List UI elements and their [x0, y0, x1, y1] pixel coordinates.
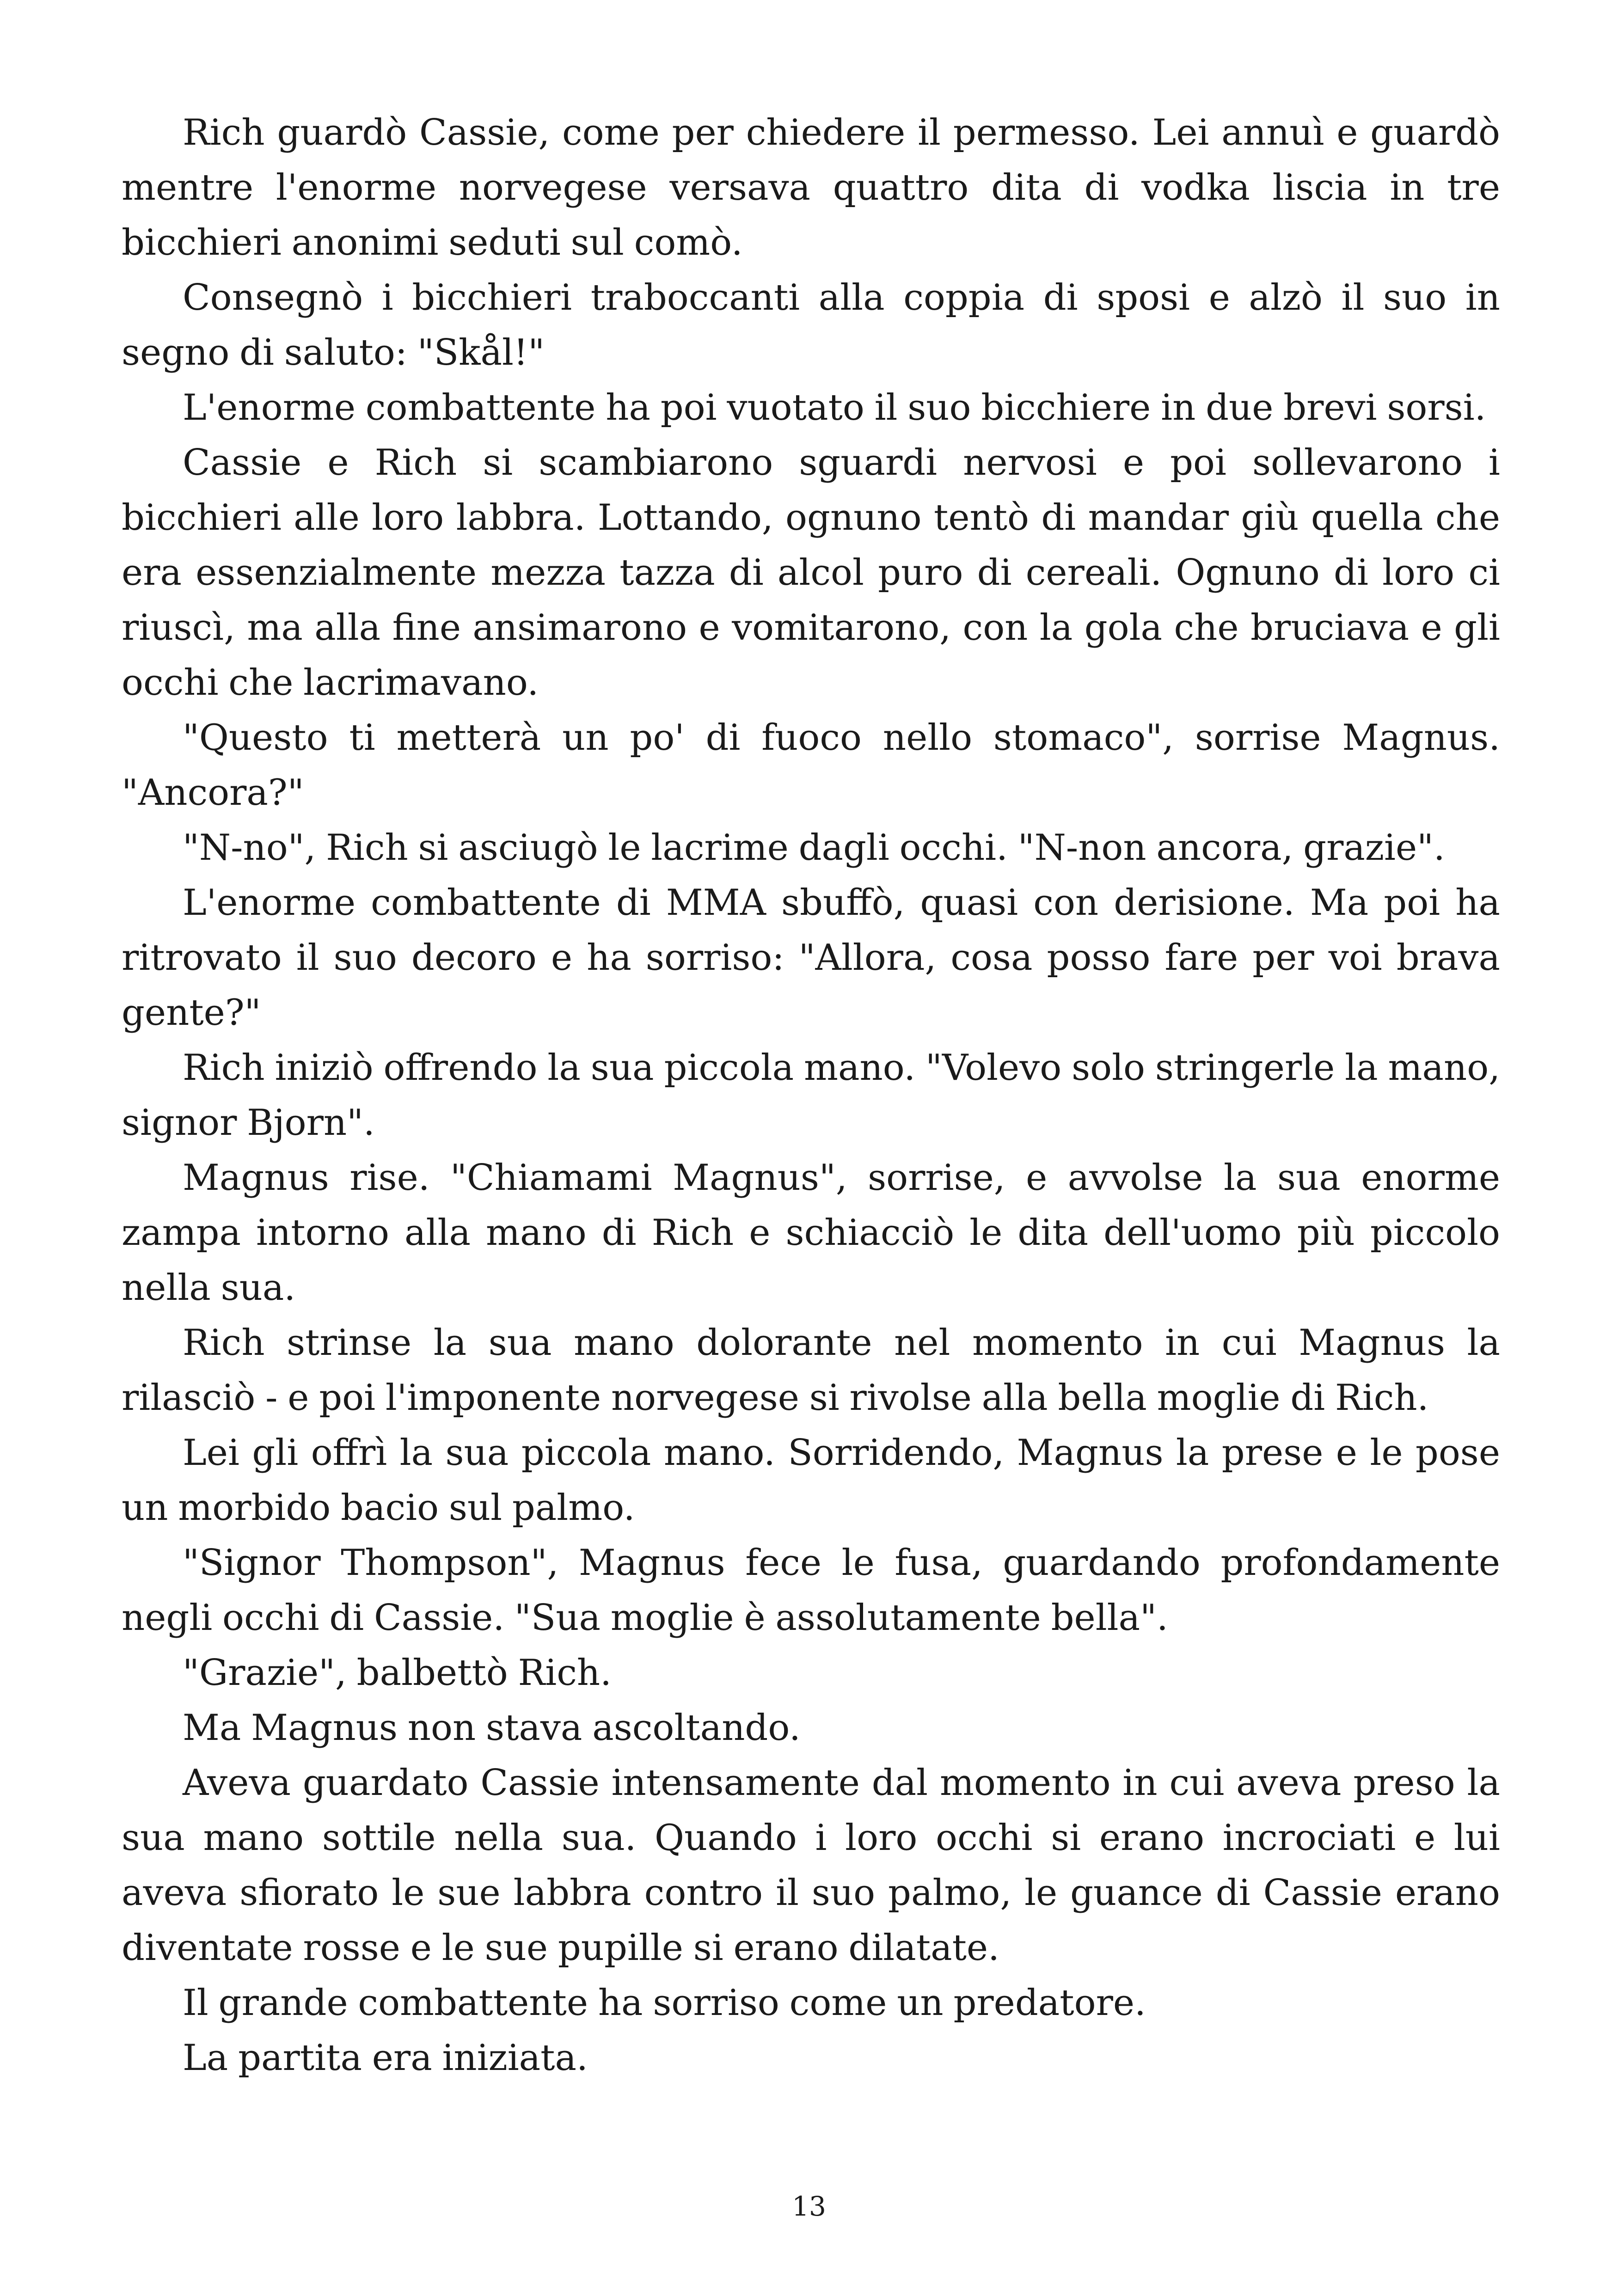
page-body	[122, 105, 1500, 2086]
paragraph: Rich iniziò offrendo la sua piccola mano. "Volevo solo stringerle la mano, signor Bjorn".	[122, 1047, 1500, 1144]
paragraph: Cassie e Rich si scambiarono sguardi nervosi e poi sollevarono i bicchieri alle loro labbra. Lottando, ognuno tentò di mandar giù quella che era essenzialmente mezza tazza di alcol puro di cereali. Ognuno di loro ci riuscì, ma alla fine ansimarono e vomitarono, con la gola che bruciava e gli occhi che lacrimavano.	[122, 442, 1500, 704]
paragraph: Rich strinse la sua mano dolorante nel momento in cui Magnus la rilasciò - e poi l'imponente norvegese si rivolse alla bella moglie di Rich.	[122, 1322, 1500, 1419]
page-number: 13	[792, 2191, 826, 2222]
paragraph: Ma Magnus non stava ascoltando.	[183, 1707, 801, 1749]
paragraph: Magnus rise. "Chiamami Magnus", sorrise, e avvolse la sua enorme zampa intorno alla mano di Rich e schiacciò le dita dell'uomo più piccolo nella sua.	[122, 1157, 1500, 1309]
paragraph: La partita era iniziata.	[183, 2037, 588, 2079]
paragraph: "Signor Thompson", Magnus fece le fusa, guardando profondamente negli occhi di Cassie. "Sua moglie è assolutamente bella".	[122, 1542, 1500, 1639]
paragraph: "Questo ti metterà un po' di fuoco nello stomaco", sorrise Magnus. "Ancora?"	[122, 717, 1500, 814]
paragraph: L'enorme combattente di MMA sbuffò, quasi con derisione. Ma poi ha ritrovato il suo decoro e ha sorriso: "Allora, cosa posso fare per voi brava gente?"	[122, 882, 1500, 1034]
paragraph: Aveva guardato Cassie intensamente dal momento in cui aveva preso la sua mano sottile nella sua. Quando i loro occhi si erano incrociati e lui aveva sfiorato le sue labbra contro il suo palmo, le guance di Cassie erano diventate rosse e le sue pupille si erano dilatate.	[122, 1762, 1500, 1969]
paragraph: L'enorme combattente ha poi vuotato il suo bicchiere in due brevi sorsi.	[183, 387, 1486, 429]
paragraph: "N-no", Rich si asciugò le lacrime dagli occhi. "N-non ancora, grazie".	[183, 827, 1445, 869]
paragraph: "Grazie", balbettò Rich.	[183, 1652, 612, 1694]
paragraph: Il grande combattente ha sorriso come un predatore.	[183, 1982, 1146, 2024]
paragraph: Lei gli offrì la sua piccola mano. Sorridendo, Magnus la prese e le pose un morbido bacio sul palmo.	[122, 1432, 1500, 1529]
paragraph: Rich guardò Cassie, come per chiedere il permesso. Lei annuì e guardò mentre l'enorme norvegese versava quattro dita di vodka liscia in tre bicchieri anonimi seduti sul comò.	[122, 112, 1500, 263]
paragraph: Consegnò i bicchieri traboccanti alla coppia di sposi e alzò il suo in segno di saluto: "Skål!"	[122, 277, 1500, 373]
